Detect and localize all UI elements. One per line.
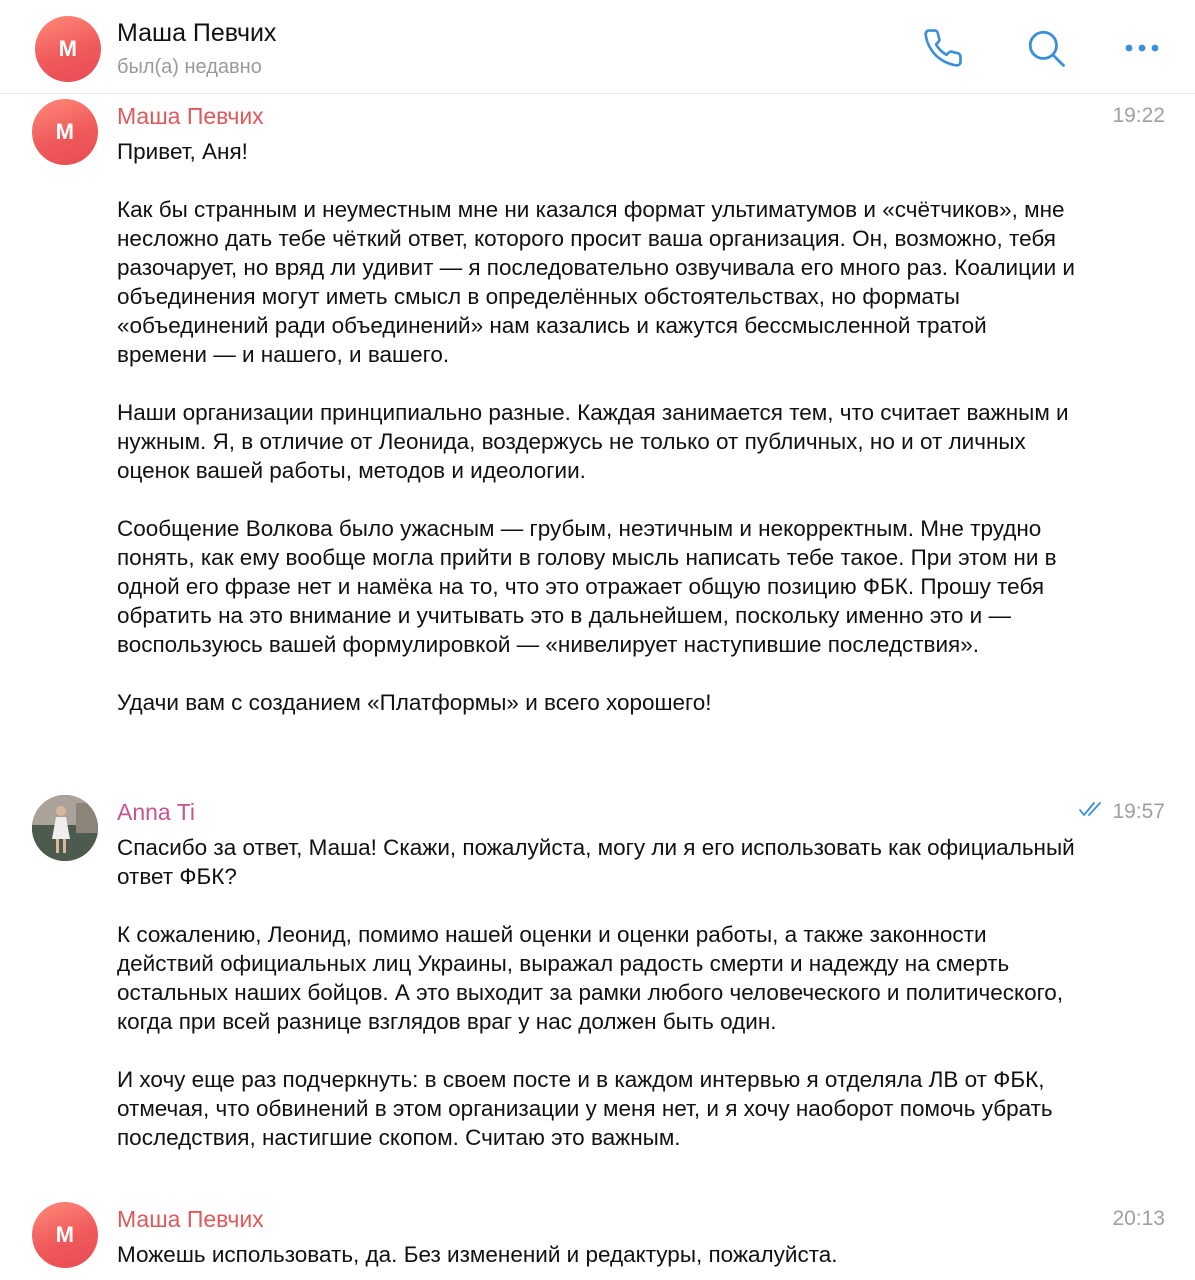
message-paragraph: Удачи вам с созданием «Платформы» и всего хорошего! [117, 690, 712, 715]
message [0, 99, 1195, 779]
avatar[interactable] [35, 16, 101, 82]
avatar-photo [32, 795, 98, 861]
message [0, 795, 1195, 1185]
message-paragraph: Можешь использовать, да. Без изменений и редактуры, пожалуйста. [117, 1242, 838, 1267]
avatar[interactable] [32, 99, 98, 165]
message-paragraph: Как бы странным и неуместным мне ни казался формат ультиматумов и «счётчиков», мне несложно дать тебе чёткий ответ, которого просит ваша организация. Он, возможно, тебя разочарует, но вряд ли удивит — я последовательно озвучивала его много раз. Коалиции и объединения могут иметь смысл в определённых обстоятельствах, но форматы «объединений ради объединений» нам казались и кажутся бессмысленной тратой времени — и нашего, и вашего. [117, 197, 1075, 367]
message-time [1112, 1207, 1165, 1231]
sender-name[interactable]: Маша Певчих [117, 103, 264, 129]
more-icon[interactable] [1120, 26, 1164, 70]
avatar-letter: M [55, 1222, 75, 1247]
avatar-letter: M [58, 36, 78, 61]
message-paragraph: Наши организации принципиально разные. Каждая занимается тем, что считает важным и нужным. Я, в отличие от Леонида, воздержусь не только от публичных, но и от личных оценок вашей работы, методов и идеологии. [117, 400, 1069, 483]
sender-name[interactable]: Маша Певчих [117, 1206, 264, 1232]
double-check-icon [1078, 800, 1106, 824]
time-label: 20:13 [1112, 1207, 1165, 1230]
avatar-letter: M [55, 119, 75, 144]
time-label: 19:57 [1112, 800, 1165, 823]
message-paragraph: Привет, Аня! [117, 139, 248, 164]
message [0, 1202, 1195, 1272]
sender-name[interactable]: Anna Ti [117, 799, 195, 825]
avatar[interactable] [32, 795, 98, 861]
chat-status: был(а) недавно [117, 56, 262, 78]
search-icon[interactable] [1024, 26, 1068, 70]
message-paragraph: Сообщение Волкова было ужасным — грубым, неэтичным и некорректным. Мне трудно понять, как ему вообще могла прийти в голову мысль написать тебе такое. При этом ни в одной его фразе нет и намёка на то, что это отражает общую позицию ФБК. Прошу тебя обратить на это внимание и учитывать это в дальнейшем, поскольку именно это и — воспользуюсь вашей формулировкой — «нивелирует наступившие последствия». [117, 516, 1057, 657]
message-text [117, 833, 1077, 1152]
message-paragraph: И хочу еще раз подчеркнуть: в своем посте и в каждом интервью я отделяла ЛВ от ФБК, отмечая, что обвинений в этом организации у меня нет, и я хочу наоборот помочь убрать последствия, настигшие скопом. Считаю это важным. [117, 1067, 1053, 1150]
message-text [117, 137, 1077, 717]
avatar[interactable] [32, 1202, 98, 1268]
message-paragraph: К сожалению, Леонид, помимо нашей оценки и оценки работы, а также законности действий официальных лиц Украины, выражал радость смерти и надежду на смерть остальных наших бойцов. А это выходит за рамки любого человеческого и политического, когда при всей разнице взглядов враг у нас должен быть один. [117, 922, 1064, 1034]
chat-header [0, 0, 1195, 94]
time-label: 19:22 [1112, 104, 1165, 127]
chat-title[interactable]: Маша Певчих [117, 19, 277, 47]
phone-icon[interactable] [921, 26, 965, 70]
message-paragraph: Спасибо за ответ, Маша! Скажи, пожалуйста, могу ли я его использовать как официальный ответ ФБК? [117, 835, 1075, 889]
message-time [1078, 800, 1165, 824]
message-text [117, 1240, 1077, 1269]
message-time [1112, 104, 1165, 128]
